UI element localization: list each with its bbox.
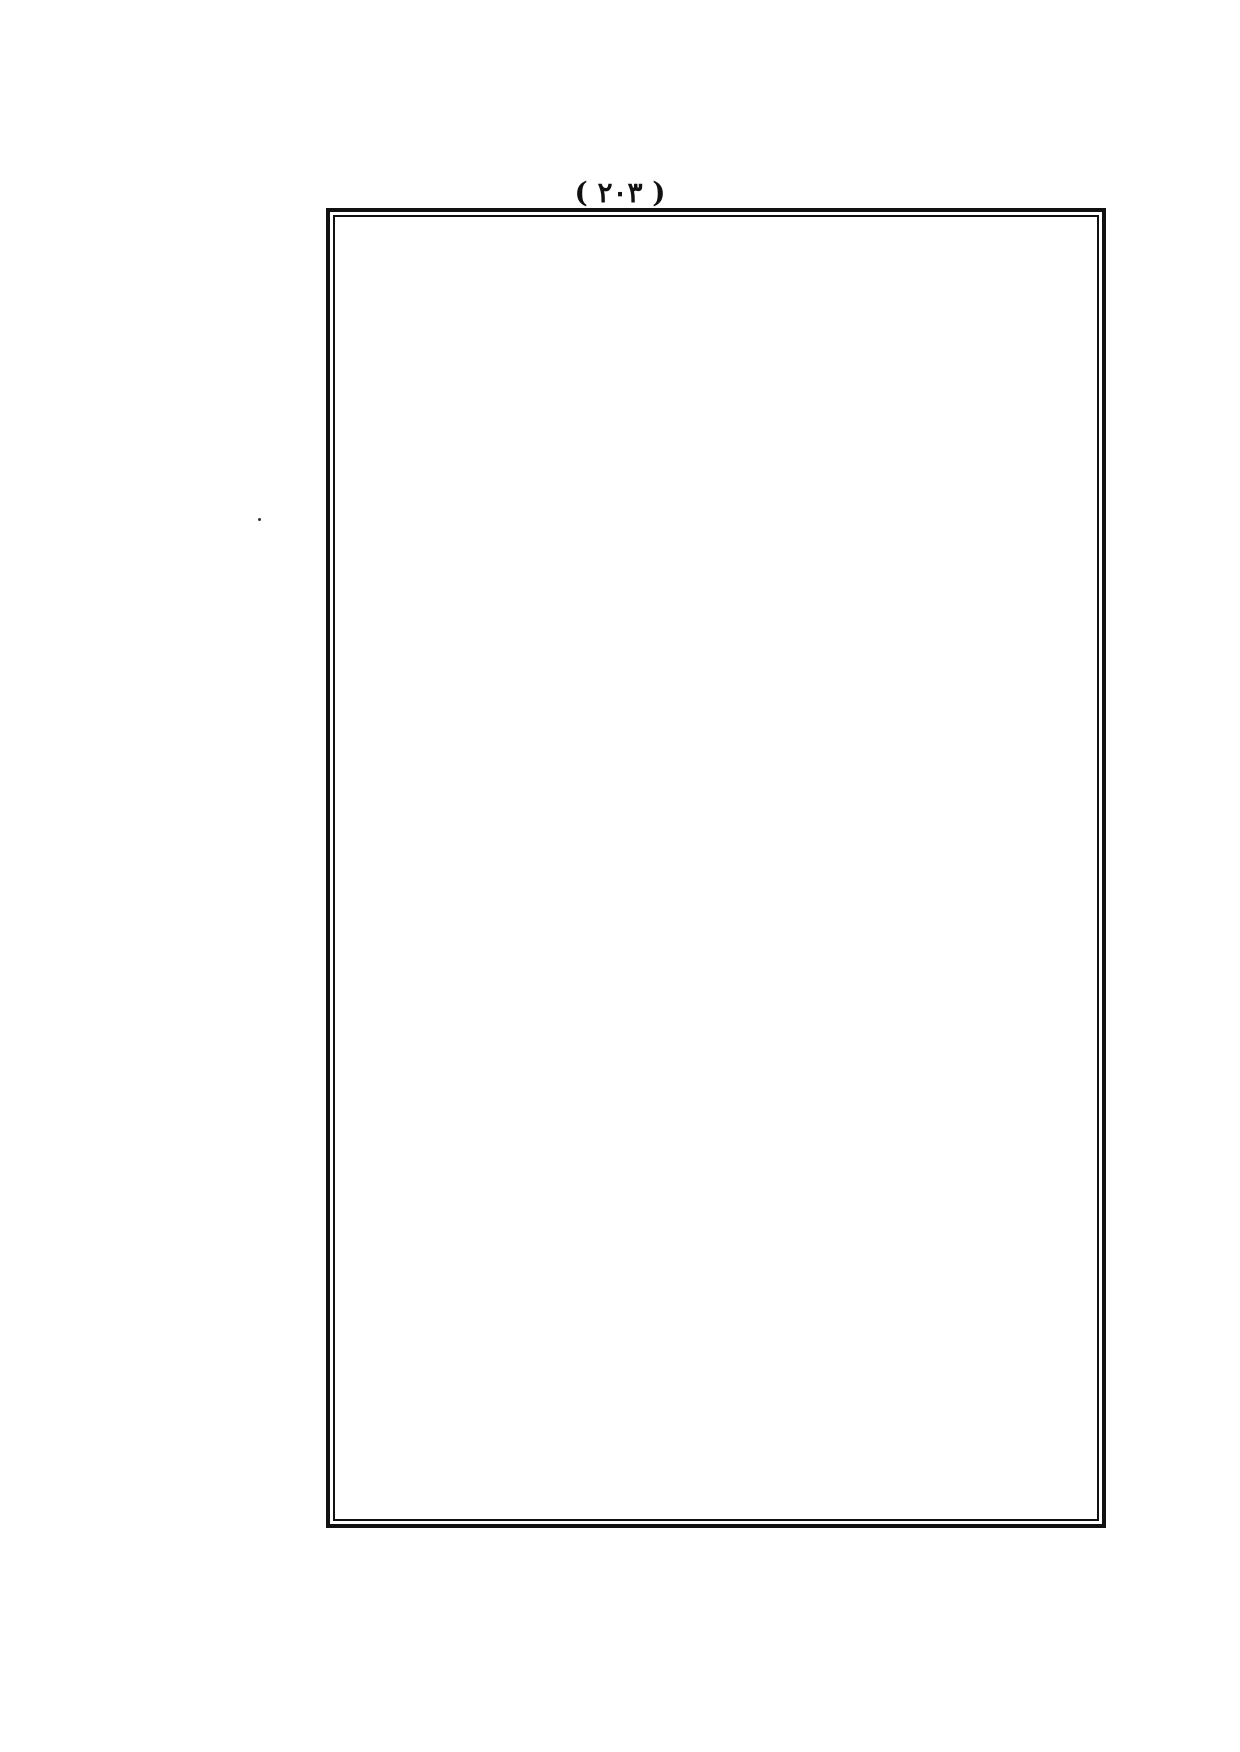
- text-frame: [326, 208, 1106, 1528]
- text-line: [350, 1256, 1082, 1292]
- text-line: [350, 404, 1082, 440]
- text-line: [350, 972, 1082, 1008]
- text-line: [350, 688, 1082, 724]
- text-line: [350, 830, 1082, 866]
- text-line: [350, 617, 1082, 653]
- text-line: [350, 581, 1082, 617]
- text-line: [350, 1291, 1082, 1327]
- text-line: [350, 723, 1082, 759]
- text-line: [350, 794, 1082, 830]
- text-line: [350, 652, 1082, 688]
- text-body: [350, 226, 1082, 1510]
- text-line: [350, 936, 1082, 972]
- text-line: [350, 333, 1082, 369]
- text-line: [350, 510, 1082, 546]
- text-line: [350, 1078, 1082, 1114]
- text-line: [350, 1327, 1082, 1363]
- text-line: [350, 1398, 1082, 1434]
- page-number: ( ٢٠٣ ): [574, 176, 666, 209]
- text-line: [350, 1362, 1082, 1398]
- text-line: [350, 759, 1082, 795]
- text-line: [350, 1007, 1082, 1043]
- text-line: [350, 439, 1082, 475]
- text-line: [350, 901, 1082, 937]
- text-line: [350, 1433, 1082, 1469]
- text-line: [350, 1043, 1082, 1079]
- text-line: [350, 262, 1082, 298]
- text-line: [350, 546, 1082, 582]
- text-line: [350, 368, 1082, 404]
- text-line: [350, 226, 1082, 262]
- text-line: [350, 1149, 1082, 1185]
- text-line: [350, 297, 1082, 333]
- text-line: [350, 1114, 1082, 1150]
- text-line: [350, 1469, 1082, 1505]
- text-line: [350, 1185, 1082, 1221]
- text-line: [350, 475, 1082, 511]
- text-line: [350, 865, 1082, 901]
- text-line: [350, 1220, 1082, 1256]
- margin-dot: [258, 518, 261, 521]
